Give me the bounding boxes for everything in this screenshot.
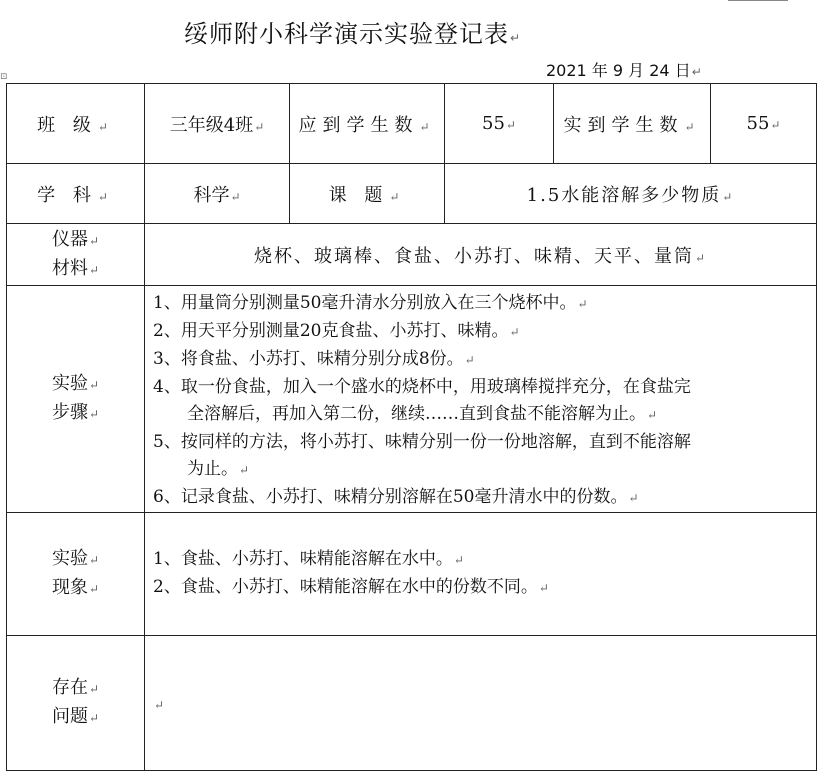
materials-value: 烧杯、玻璃棒、食盐、小苏打、味精、天平、量筒↵ xyxy=(145,224,817,286)
list-item: 5、按同样的方法，将小苏打、味精分别一份一份地溶解，直到不能溶解 xyxy=(153,432,691,452)
steps-list xyxy=(145,286,817,513)
actual-students-value: 55↵ xyxy=(711,84,817,164)
list-item: 2、食盐、小苏打、味精能溶解在水中的份数不同。↵ xyxy=(153,577,549,597)
list-item: 4、取一份食盐，加入一个盛水的烧杯中，用玻璃棒搅拌充分，在食盐完 xyxy=(153,377,691,397)
row-marker-icon: ⊡ xyxy=(0,72,8,82)
list-item: 全溶解后，再加入第二份，继续……直到食盐不能溶解为止。↵ xyxy=(187,404,658,424)
class-label: 班 级↵ xyxy=(7,84,145,164)
table-row xyxy=(7,164,817,224)
subject-value: 科学↵ xyxy=(145,164,290,224)
issues-value: ↵ xyxy=(145,636,817,771)
table-row xyxy=(7,636,817,771)
topic-label: 课 题↵ xyxy=(290,164,445,224)
list-item: 3、将食盐、小苏打、味精分别分成8份。↵ xyxy=(153,349,475,369)
steps-label: 实验↵ 步骤↵ xyxy=(7,286,145,513)
table-row xyxy=(7,286,817,513)
phenomenon-label: 实验↵ 现象↵ xyxy=(7,513,145,636)
issues-label: 存在↵ 问题↵ xyxy=(7,636,145,771)
topic-value: 1.5水能溶解多少物质↵ xyxy=(445,164,817,224)
list-item: 1、用量筒分别测量50毫升清水分别放入在三个烧杯中。↵ xyxy=(153,293,588,313)
table-row xyxy=(7,224,817,286)
page-title: 绥师附小科学演示实验登记表↵ xyxy=(184,20,522,48)
date-line: 2021 年 9 月 24 日↵ xyxy=(546,61,702,80)
top-rule xyxy=(728,0,788,1)
list-item: 2、用天平分别测量20克食盐、小苏打、味精。↵ xyxy=(153,321,520,341)
materials-label: 仪器↵ 材料↵ xyxy=(7,224,145,286)
register-table xyxy=(6,83,817,771)
expected-students-value: 55↵ xyxy=(445,84,554,164)
list-item: 为止。↵ xyxy=(187,459,250,479)
table-row xyxy=(7,84,817,164)
class-value: 三年级4班↵ xyxy=(145,84,290,164)
list-item: 6、记录食盐、小苏打、味精分别溶解在50毫升清水中的份数。↵ xyxy=(153,487,639,507)
actual-students-label: 实到学生数↵ xyxy=(554,84,711,164)
table-row xyxy=(7,513,817,636)
expected-students-label: 应到学生数↵ xyxy=(290,84,445,164)
list-item: 1、食盐、小苏打、味精能溶解在水中。↵ xyxy=(153,549,464,569)
phenomenon-list xyxy=(145,513,817,636)
subject-label: 学 科↵ xyxy=(7,164,145,224)
